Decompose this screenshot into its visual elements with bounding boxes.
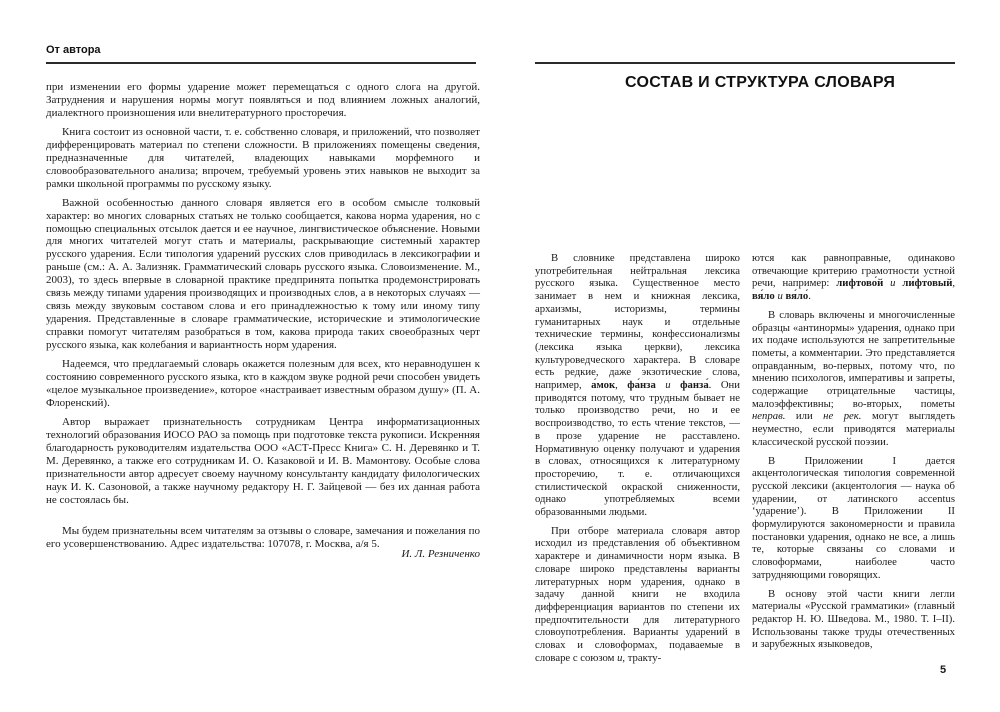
paragraph-6: Мы будем признательны всем читателям за отзывы о словаре, замечания и пожелания по его усовершенствованию. Адрес издательства: 107078, г. Москва, а/я 5. (46, 524, 480, 550)
col2-paragraph-4: В основу этой части книги легли материалы «Русской грамматики» (главный редактор Н. Ю. Шведова. М., 1980. Т. I–II). Использованы также труды отечественных и зарубежных языковедов, (752, 587, 955, 651)
header-rule-right (535, 62, 955, 64)
word-fanza-2: фанза́ (680, 379, 709, 392)
word-liftovoi-2: ли́фтовый (902, 277, 953, 290)
paragraph-3: Важной особенностью данного словаря является его в особом смысле толковый характер: во многих словарных статьях не только сообщается, какова норма ударения, но с помощью специальных отсылок дается и ее научное, лингвистическое объяснение. Новыми для многих читателей могут стать и материалы, раскрывающие системный характер русского ударения. Если типология ударений русских слов приводилась в лексикографии и раньше (см.: А. А. Зализняк. Грамматический словарь русского языка. Словоизменение. М., 2003), то здесь впервые в словарной практике предпринята попытка продемонстрировать связь между типами ударения производящих и производных слов, а в некоторых случаях — связь между звуковым составом слова и его принадлежностью к тому или иному типу ударения. Представленные в словаре грамматические, исторические и этимологические справки помогут читателям разобраться в том, какова природа таких своеобразных черт русского языка, как колебания и вариантность норм ударения. (46, 196, 480, 352)
col2-paragraph-1: ются как равноправные, одинаково отвечающие критерию грамотности устной речи, например: лифтово́й и ли́фтовый, вя́ло и вя́ло́. (752, 252, 956, 303)
author-signature: И. Л. Резниченко (401, 548, 480, 560)
word-fanza-1: фа́нза (627, 379, 656, 392)
header-rule-left (46, 62, 476, 64)
word-vyazlo-2: вя́ло́ (785, 290, 809, 303)
col2-paragraph-2: В словарь включены и многочисленные образцы «антинормы» ударения, однако при их подаче используются не запретительные пометы, а комментарии. Это представляется оправданным, во-первых, потому что, по мнению психологов, императивы и запреты, содержащие отрицательные частицы, малоэффективны; во-вторых, пометы неправ. или не рек. могут выглядеть неуместно, если приводятся материалы классической русской поэзии. (752, 308, 956, 448)
page-number: 5 (940, 664, 947, 676)
left-page-body (46, 81, 480, 556)
word-amok: а́мок (591, 379, 616, 392)
paragraph-4: Надеемся, что предлагаемый словарь окажется полезным для всех, кто неравнодушен к состоянию современного русского языка, кто в каждом звуке родной речи способен увидеть «целое музыкальное произведение», которое «настраивает известным образом душу» (П. А. Флоренский). (46, 358, 480, 409)
col1-paragraph-1: В словнике представлена широко употребительная нейтральная лексика русского языка. Существенное место занимает в нем и книжная лексика, архаизмы, историзмы, термины гуманитарных наук и отдельные технические термины, конфессионализмы (лексика языка церкви), лексика культуроведческого характера. В словаре есть редкие, даже экзотические слова, например, а́мок, фа́нза и фанза́. Они приводятся потому, что трудным бывает не только производство речи, но и ее воспроизводство, то есть чтение текстов, — в прозе ударение не расставлено. Нормативную оценку получают и ударения в словах, относящихся к литературному просторечию, т. е. отличающихся стилистической окраской сниженности, однако употребляемых всеми образованными людьми. (535, 252, 740, 519)
running-header: От автора (46, 44, 101, 56)
paragraph-2: Книга состоит из основной части, т. е. собственно словаря, и приложений, что позволяет дифференцировать материал по степени сложности. В приложениях помещены сведения, предназначенные для читателей, владеющих навыками морфемного и словообразовательного анализа; впрочем, требуемый уровень этих навыков не выходит за рамки школьной программы по русскому языку. (46, 125, 480, 190)
right-column-1 (535, 252, 740, 671)
paragraph-1: при изменении его формы ударение может перемещаться с одного слога на другой. Затруднения и нарушения нормы могут появляться и под влиянием ложных аналогий, диалектного произношения или внелитературного просторечия. (46, 81, 480, 119)
word-liftovoi-1: лифтово́й (836, 277, 884, 290)
col2-paragraph-3: В Приложении I дается акцентологическая типология современной русской лексики (акцентология — наука об ударении, от латинского accentus ‘ударение’). В Приложении II формулируются закономерности и правила постановки ударения, однако не все, а лишь те, которые связаны со словами и словоформами, наиболее часто затрудняющими говорящих. (752, 454, 955, 581)
word-vyazlo-1: вя́ло (752, 290, 775, 303)
paragraph-5: Автор выражает признательность сотрудникам Центра информатизационных технологий образования ИОСО РАО за помощь при подготовке текста рукописи. Искренняя благодарность руководителям издательства ООО «АСТ-Пресс Книга» С. Н. Деревянко и Т. М. Деревянко, а также его сотрудникам И. О. Казаковой и И. В. Мамонтову. Особые слова признательности автор адресует своему научному консультанту кандидату филологических наук И. К. Сазоновой, а также научному редактору Н. Г. Зайцевой — без их данная работа не состоялась бы. (46, 415, 480, 506)
section-title: СОСТАВ И СТРУКТУРА СЛОВАРЯ (625, 74, 896, 91)
col1-paragraph-2: При отборе материала словаря автор исходил из представления об объективном характере и динамичности норм языка. В словаре широко представлены варианты литературных норм ударения, однако в задачу данной книги не входила дифференциация вариантов по степени их предпочтительности для литературного словоупотребления. Варианты ударений в словах и словоформах, подаваемые в словаре с союзом и, тракту- (535, 524, 740, 664)
right-column-2 (752, 252, 955, 657)
